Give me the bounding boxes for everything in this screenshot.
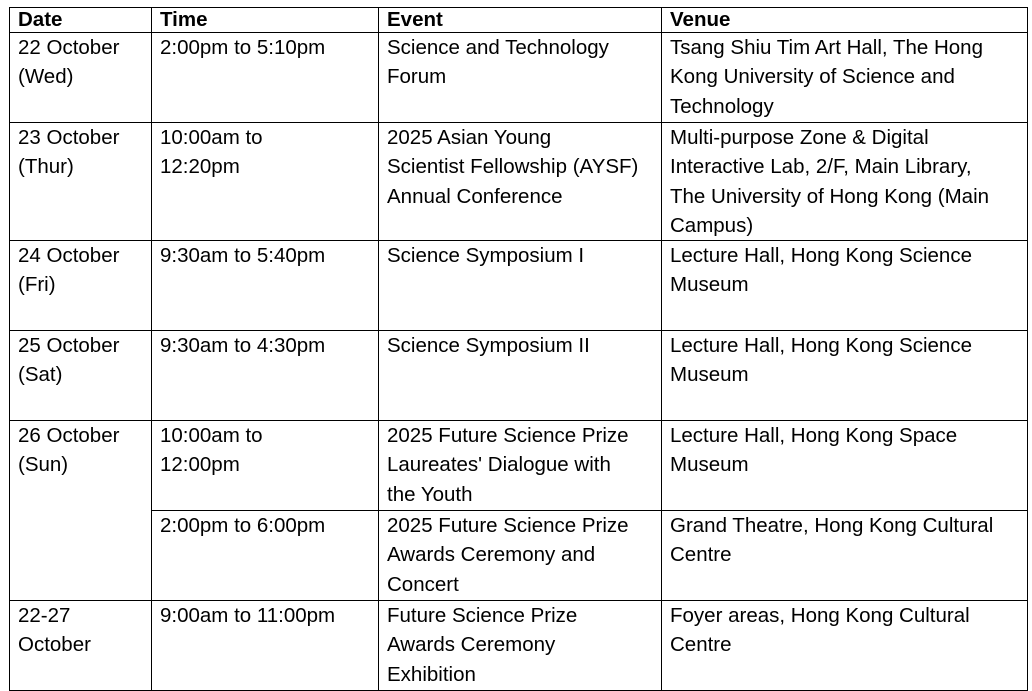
table-body xyxy=(10,33,1028,691)
time-text: 2:00pm to 5:10pm xyxy=(160,36,326,59)
table-row xyxy=(10,33,1028,123)
event-text: Science and Technology Forum xyxy=(387,36,609,89)
table-row xyxy=(10,511,1028,601)
event-text: Science Symposium I xyxy=(387,244,585,268)
schedule-table xyxy=(9,7,1028,691)
event-cell xyxy=(379,33,662,123)
header-time: Time xyxy=(152,8,379,33)
date-cell xyxy=(10,601,152,691)
venue-cell xyxy=(662,421,1028,511)
date-cell xyxy=(10,123,152,241)
table-row xyxy=(10,601,1028,691)
event-cell xyxy=(379,601,662,691)
table-row xyxy=(10,421,1028,511)
venue-text: Foyer areas, Hong Kong Cultural Centre xyxy=(670,604,970,657)
table-row xyxy=(10,331,1028,421)
venue-cell xyxy=(662,33,1028,123)
venue-cell xyxy=(662,511,1028,601)
event-text: 2025 Asian Young Scientist Fellowship (AYSF) Annual Conference xyxy=(387,126,639,208)
date-text: 22 October (Wed) xyxy=(18,36,120,89)
date-text: 24 October (Fri) xyxy=(18,244,120,297)
header-venue: Venue xyxy=(662,8,1028,33)
event-cell xyxy=(379,511,662,601)
time-text: 10:00am to 12:00pm xyxy=(160,424,263,477)
table-header xyxy=(10,8,1028,33)
table-row xyxy=(10,123,1028,241)
venue-text: Grand Theatre, Hong Kong Cultural Centre xyxy=(670,514,994,567)
event-text: 2025 Future Science Prize Laureates' Dialogue with the Youth xyxy=(387,424,629,506)
time-cell xyxy=(152,331,379,421)
time-text: 9:30am to 4:30pm xyxy=(160,334,326,358)
venue-cell xyxy=(662,601,1028,691)
event-text: 2025 Future Science Prize Awards Ceremony and Concert xyxy=(387,514,629,596)
event-cell xyxy=(379,331,662,421)
header-row xyxy=(10,8,1028,33)
header-event: Event xyxy=(379,8,662,33)
date-cell xyxy=(10,421,152,601)
date-cell xyxy=(10,331,152,421)
time-text: 9:00am to 11:00pm xyxy=(160,604,336,628)
date-cell xyxy=(10,241,152,331)
venue-text: Multi-purpose Zone & Digital Interactive Lab, 2/F, Main Library, The University of Hong Kong (Main Campus) xyxy=(670,126,990,237)
time-text: 10:00am to 12:20pm xyxy=(160,126,263,179)
header-date: Date xyxy=(10,8,152,33)
date-text: 25 October (Sat) xyxy=(18,334,120,387)
event-cell xyxy=(379,123,662,241)
time-text: 9:30am to 5:40pm xyxy=(160,244,326,268)
time-text: 2:00pm to 6:00pm xyxy=(160,514,326,538)
venue-cell xyxy=(662,241,1028,331)
time-cell xyxy=(152,421,379,511)
event-text: Science Symposium II xyxy=(387,334,590,358)
event-cell xyxy=(379,241,662,331)
date-cell xyxy=(10,33,152,123)
date-text: 26 October (Sun) xyxy=(18,424,120,477)
time-cell xyxy=(152,33,379,123)
venue-text: Tsang Shiu Tim Art Hall, The Hong Kong University of Science and Technology xyxy=(670,36,983,118)
table-row xyxy=(10,241,1028,331)
date-text: 22-27 October xyxy=(18,604,91,657)
venue-text: Lecture Hall, Hong Kong Science Museum xyxy=(670,334,972,387)
time-cell xyxy=(152,241,379,331)
time-cell xyxy=(152,601,379,691)
venue-cell xyxy=(662,123,1028,241)
event-text: Future Science Prize Awards Ceremony Exhibition xyxy=(387,604,578,686)
date-text: 23 October (Thur) xyxy=(18,126,120,179)
venue-cell xyxy=(662,331,1028,421)
event-cell xyxy=(379,421,662,511)
time-cell xyxy=(152,123,379,241)
time-cell xyxy=(152,511,379,601)
venue-text: Lecture Hall, Hong Kong Space Museum xyxy=(670,424,958,477)
venue-text: Lecture Hall, Hong Kong Science Museum xyxy=(670,244,972,297)
